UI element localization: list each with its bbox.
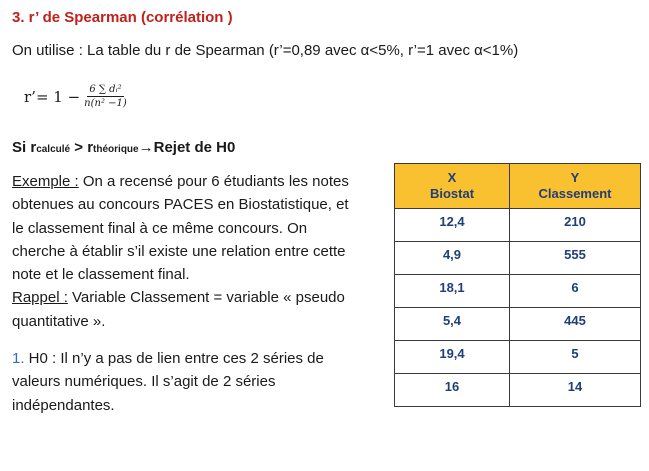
example-paragraph xyxy=(12,170,364,286)
cell-x: 4,9 xyxy=(395,242,510,275)
decision-r-label: Si r xyxy=(12,139,37,156)
h0-number: 1. xyxy=(12,350,25,368)
header-x-var: X xyxy=(447,170,457,185)
table-row xyxy=(395,341,641,374)
rappel-paragraph xyxy=(12,286,364,333)
rappel-label: Rappel : xyxy=(12,289,68,307)
decision-sub-calcule: calculé xyxy=(36,144,71,155)
decision-gt: > r xyxy=(70,139,94,156)
cell-y: 445 xyxy=(510,308,641,341)
cell-y: 5 xyxy=(510,341,641,374)
example-label: Exemple : xyxy=(12,173,79,190)
h0-paragraph xyxy=(12,347,364,417)
decision-result: →Rejet de H0 xyxy=(138,139,236,156)
decision-rule xyxy=(12,139,235,156)
cell-x: 16 xyxy=(395,374,510,407)
decision-sub-theorique: théorique xyxy=(93,144,139,155)
rappel-text: Variable Classement = variable « pseudo quantitative ». xyxy=(12,289,345,330)
spearman-formula xyxy=(24,84,127,109)
table-row xyxy=(395,275,641,308)
cell-x: 5,4 xyxy=(395,308,510,341)
header-x-name: Biostat xyxy=(429,186,475,201)
section-title: 3. r’ de Spearman (corrélation ) xyxy=(12,9,233,26)
formula-denominator: n(n² −1) xyxy=(84,98,127,109)
cell-y: 555 xyxy=(510,242,641,275)
cell-y: 6 xyxy=(510,275,641,308)
table-row xyxy=(395,374,641,407)
intro-text: On utilise : La table du r de Spearman (r’=0,89 avec α<5%, r’=1 avec α<1%) xyxy=(12,42,519,59)
table-row xyxy=(395,308,641,341)
cell-y: 14 xyxy=(510,374,641,407)
header-y-name: Classement xyxy=(538,186,612,201)
header-x xyxy=(395,164,510,209)
formula-numerator: 6 ∑ dᵢ² xyxy=(89,84,122,95)
cell-x: 12,4 xyxy=(395,209,510,242)
body-text xyxy=(12,170,364,417)
h0-text: H0 : Il n’y a pas de lien entre ces 2 séries de valeurs numériques. Il s’agit de 2 séries indépendantes. xyxy=(12,350,324,414)
header-y-var: Y xyxy=(570,170,580,185)
table-row xyxy=(395,209,641,242)
cell-x: 19,4 xyxy=(395,341,510,374)
table-header-row xyxy=(395,164,641,209)
cell-y: 210 xyxy=(510,209,641,242)
table-row xyxy=(395,242,641,275)
header-y xyxy=(510,164,641,209)
formula-fraction xyxy=(84,84,127,109)
example-text: On a recensé pour 6 étudiants les notes obtenues au concours PACES en Biostatistique, et le classement final à ce même concours. On cherche à établir s’il existe une relation entre cette note et le classement final. xyxy=(12,173,349,284)
data-table xyxy=(394,163,641,407)
cell-x: 18,1 xyxy=(395,275,510,308)
formula-lhs: r’= 1 − xyxy=(24,87,81,106)
